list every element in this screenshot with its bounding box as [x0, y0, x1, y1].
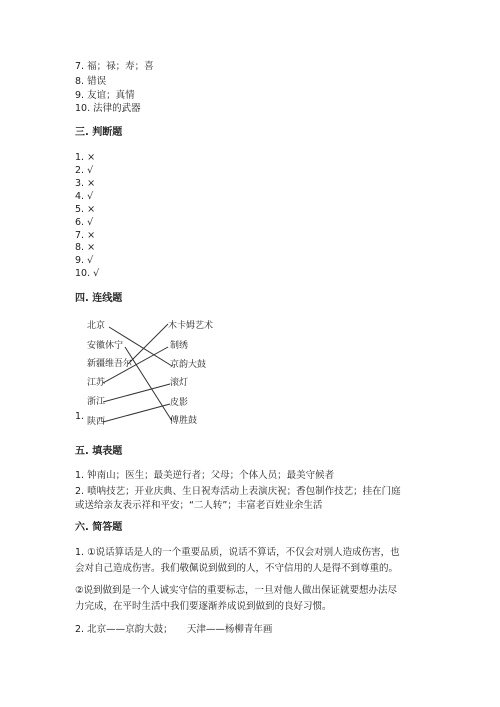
match-right-item: 皮影 — [170, 398, 189, 408]
match-right-item: 制绣 — [170, 341, 189, 351]
judge-item: 7. × — [75, 230, 96, 241]
match-line — [103, 384, 170, 402]
match-right-item: 木卡姆艺术 — [168, 321, 214, 331]
short-answer-paragraph-2 — [75, 583, 427, 615]
match-left-item: 北京 — [87, 321, 106, 331]
fill-answer-line: 2. 喷呐技艺；开业庆典、生日祝寿活动上表演庆祝；香包制作技艺；挂在门庭 — [75, 486, 401, 497]
paragraph-line: 会对自己造成伤害。我们敬佩说到做到的人，不守信用的人是得不到尊重的。 — [75, 563, 399, 574]
answer-7: 7. 福；禄；寿；喜 — [75, 61, 154, 72]
section-4-title: 四. 连线题 — [75, 293, 123, 304]
short-answer-paragraph-1 — [75, 545, 427, 577]
section-6-title: 六. 简答题 — [75, 522, 123, 533]
match-left-item: 陕西 — [87, 417, 106, 427]
paragraph-line: 力完成，在平时生活中我们要逐渐养成说到做到的良好习惯。 — [75, 601, 332, 612]
match-left-item: 安徽休宁 — [87, 341, 124, 351]
judge-item: 4. √ — [75, 191, 94, 202]
match-right-item: 滚灯 — [170, 378, 189, 388]
match-line — [103, 404, 170, 422]
short-answer-2: 2. 北京——京韵大鼓； 天津——杨柳青年画 — [75, 624, 273, 635]
answer-8: 8. 错误 — [75, 76, 107, 87]
match-left-item: 江苏 — [87, 378, 106, 388]
section-5-title: 五. 填表题 — [75, 446, 123, 457]
fill-answer-line: 或送给亲友表示祥和平安；“二人转”；丰富老百姓业余生活 — [75, 500, 323, 511]
judge-item: 3. × — [75, 178, 96, 189]
match-right-item: 傅胜鼓 — [170, 416, 198, 426]
answer-9: 9. 友谊；真情 — [75, 90, 135, 101]
judge-item: 5. × — [75, 204, 96, 215]
match-right-item: 京韵大鼓 — [170, 360, 207, 370]
judge-item: 2. √ — [75, 165, 94, 176]
match-line — [125, 347, 172, 421]
judge-item: 1. × — [75, 152, 96, 163]
answer-10: 10. 法律的武器 — [75, 103, 141, 114]
judge-item: 8. × — [75, 242, 96, 253]
paragraph-line: ②说到做到是一个人诚实守信的重要标志，一旦对他人做出保证就要想办法尽 — [75, 585, 398, 596]
match-line — [128, 324, 168, 364]
matching-question-number: 1. — [75, 411, 85, 422]
match-left-item: 浙江 — [87, 397, 106, 407]
paragraph-line: 1. ①说话算话是人的一个重要品质，说话不算话，不仅会对别人造成伤害，也 — [75, 547, 400, 558]
section-3-title: 三. 判断题 — [75, 127, 123, 138]
fill-answer-line: 1. 钟南山；医生；最美逆行者；父母；个体人员；最美守候者 — [75, 470, 335, 481]
judge-item: 10. √ — [75, 268, 100, 279]
judge-item: 9. √ — [75, 255, 94, 266]
judge-item: 6. √ — [75, 217, 94, 228]
match-left-item: 新疆维吾尔 — [87, 359, 133, 369]
